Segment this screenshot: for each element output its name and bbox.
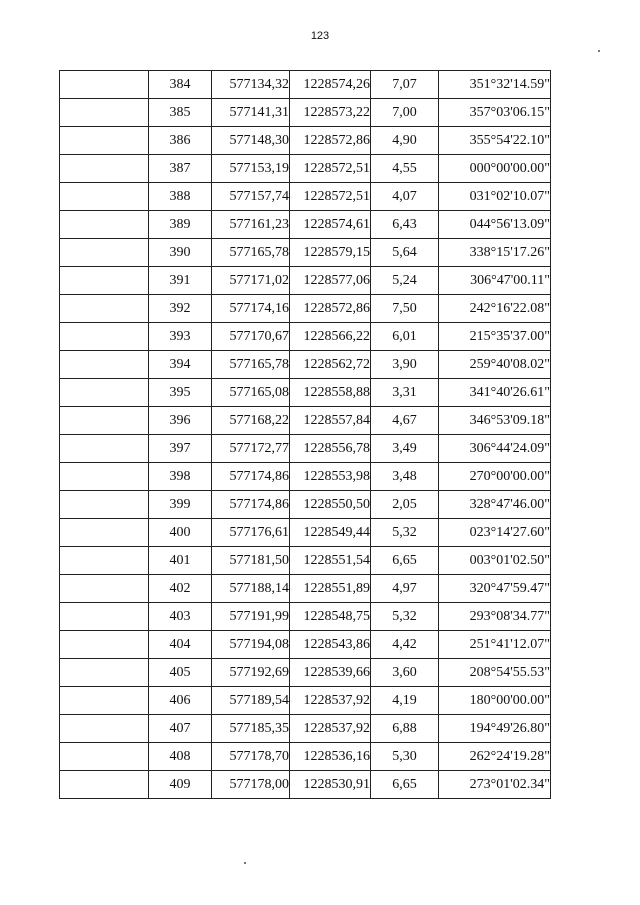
table-row bbox=[60, 743, 551, 771]
y-coordinate-cell: 1228549,44 bbox=[290, 519, 371, 547]
x-coordinate-cell: 577185,35 bbox=[212, 715, 290, 743]
blank-cell bbox=[60, 323, 149, 351]
distance-cell: 5,64 bbox=[371, 239, 439, 267]
distance-cell: 4,55 bbox=[371, 155, 439, 183]
point-number-cell: 391 bbox=[149, 267, 212, 295]
bearing-cell: 031°02'10.07" bbox=[439, 183, 551, 211]
blank-cell bbox=[60, 379, 149, 407]
x-coordinate-cell: 577171,02 bbox=[212, 267, 290, 295]
table-row bbox=[60, 351, 551, 379]
table-row bbox=[60, 771, 551, 799]
distance-cell: 6,01 bbox=[371, 323, 439, 351]
y-coordinate-cell: 1228537,92 bbox=[290, 715, 371, 743]
distance-cell: 7,50 bbox=[371, 295, 439, 323]
point-number-cell: 385 bbox=[149, 99, 212, 127]
table-row bbox=[60, 239, 551, 267]
distance-cell: 6,43 bbox=[371, 211, 439, 239]
x-coordinate-cell: 577148,30 bbox=[212, 127, 290, 155]
x-coordinate-cell: 577178,00 bbox=[212, 771, 290, 799]
y-coordinate-cell: 1228573,22 bbox=[290, 99, 371, 127]
blank-cell bbox=[60, 575, 149, 603]
point-number-cell: 396 bbox=[149, 407, 212, 435]
y-coordinate-cell: 1228530,91 bbox=[290, 771, 371, 799]
distance-cell: 3,31 bbox=[371, 379, 439, 407]
point-number-cell: 397 bbox=[149, 435, 212, 463]
y-coordinate-cell: 1228556,78 bbox=[290, 435, 371, 463]
distance-cell: 5,32 bbox=[371, 603, 439, 631]
x-coordinate-cell: 577168,22 bbox=[212, 407, 290, 435]
point-number-cell: 390 bbox=[149, 239, 212, 267]
table-row bbox=[60, 575, 551, 603]
x-coordinate-cell: 577157,74 bbox=[212, 183, 290, 211]
bearing-cell: 293°08'34.77" bbox=[439, 603, 551, 631]
bearing-cell: 357°03'06.15" bbox=[439, 99, 551, 127]
bearing-cell: 273°01'02.34" bbox=[439, 771, 551, 799]
table-row bbox=[60, 715, 551, 743]
y-coordinate-cell: 1228572,51 bbox=[290, 155, 371, 183]
y-coordinate-cell: 1228537,92 bbox=[290, 687, 371, 715]
table-row bbox=[60, 435, 551, 463]
x-coordinate-cell: 577170,67 bbox=[212, 323, 290, 351]
distance-cell: 3,49 bbox=[371, 435, 439, 463]
table-row bbox=[60, 687, 551, 715]
x-coordinate-cell: 577176,61 bbox=[212, 519, 290, 547]
bearing-cell: 215°35'37.00" bbox=[439, 323, 551, 351]
page-number: 123 bbox=[310, 30, 330, 42]
y-coordinate-cell: 1228557,84 bbox=[290, 407, 371, 435]
point-number-cell: 403 bbox=[149, 603, 212, 631]
y-coordinate-cell: 1228543,86 bbox=[290, 631, 371, 659]
y-coordinate-cell: 1228551,89 bbox=[290, 575, 371, 603]
bearing-cell: 320°47'59.47" bbox=[439, 575, 551, 603]
y-coordinate-cell: 1228577,06 bbox=[290, 267, 371, 295]
bearing-cell: 251°41'12.07" bbox=[439, 631, 551, 659]
blank-cell bbox=[60, 491, 149, 519]
x-coordinate-cell: 577192,69 bbox=[212, 659, 290, 687]
point-number-cell: 406 bbox=[149, 687, 212, 715]
blank-cell bbox=[60, 463, 149, 491]
distance-cell: 3,90 bbox=[371, 351, 439, 379]
x-coordinate-cell: 577174,86 bbox=[212, 463, 290, 491]
y-coordinate-cell: 1228574,61 bbox=[290, 211, 371, 239]
distance-cell: 6,65 bbox=[371, 547, 439, 575]
table-row bbox=[60, 547, 551, 575]
bearing-cell: 351°32'14.59" bbox=[439, 71, 551, 99]
distance-cell: 4,42 bbox=[371, 631, 439, 659]
table-row bbox=[60, 407, 551, 435]
blank-cell bbox=[60, 155, 149, 183]
bearing-cell: 306°47'00.11" bbox=[439, 267, 551, 295]
x-coordinate-cell: 577189,54 bbox=[212, 687, 290, 715]
distance-cell: 4,19 bbox=[371, 687, 439, 715]
blank-cell bbox=[60, 631, 149, 659]
point-number-cell: 394 bbox=[149, 351, 212, 379]
bearing-cell: 338°15'17.26" bbox=[439, 239, 551, 267]
bearing-cell: 341°40'26.61" bbox=[439, 379, 551, 407]
distance-cell: 5,32 bbox=[371, 519, 439, 547]
table-row bbox=[60, 211, 551, 239]
y-coordinate-cell: 1228566,22 bbox=[290, 323, 371, 351]
x-coordinate-cell: 577174,16 bbox=[212, 295, 290, 323]
point-number-cell: 402 bbox=[149, 575, 212, 603]
blank-cell bbox=[60, 435, 149, 463]
distance-cell: 4,07 bbox=[371, 183, 439, 211]
blank-cell bbox=[60, 687, 149, 715]
y-coordinate-cell: 1228539,66 bbox=[290, 659, 371, 687]
point-number-cell: 384 bbox=[149, 71, 212, 99]
blank-cell bbox=[60, 715, 149, 743]
point-number-cell: 401 bbox=[149, 547, 212, 575]
bearing-cell: 242°16'22.08" bbox=[439, 295, 551, 323]
point-number-cell: 405 bbox=[149, 659, 212, 687]
blank-cell bbox=[60, 295, 149, 323]
bearing-cell: 003°01'02.50" bbox=[439, 547, 551, 575]
point-number-cell: 386 bbox=[149, 127, 212, 155]
x-coordinate-cell: 577181,50 bbox=[212, 547, 290, 575]
table-row bbox=[60, 491, 551, 519]
blank-cell bbox=[60, 519, 149, 547]
y-coordinate-cell: 1228558,88 bbox=[290, 379, 371, 407]
y-coordinate-cell: 1228572,86 bbox=[290, 295, 371, 323]
blank-cell bbox=[60, 267, 149, 295]
coordinates-table bbox=[59, 70, 551, 799]
point-number-cell: 408 bbox=[149, 743, 212, 771]
bearing-cell: 180°00'00.00" bbox=[439, 687, 551, 715]
blank-cell bbox=[60, 211, 149, 239]
distance-cell: 4,67 bbox=[371, 407, 439, 435]
distance-cell: 6,88 bbox=[371, 715, 439, 743]
y-coordinate-cell: 1228550,50 bbox=[290, 491, 371, 519]
x-coordinate-cell: 577153,19 bbox=[212, 155, 290, 183]
table-row bbox=[60, 323, 551, 351]
scan-speck bbox=[598, 50, 600, 52]
x-coordinate-cell: 577178,70 bbox=[212, 743, 290, 771]
x-coordinate-cell: 577161,23 bbox=[212, 211, 290, 239]
point-number-cell: 389 bbox=[149, 211, 212, 239]
y-coordinate-cell: 1228562,72 bbox=[290, 351, 371, 379]
blank-cell bbox=[60, 71, 149, 99]
bearing-cell: 208°54'55.53" bbox=[439, 659, 551, 687]
x-coordinate-cell: 577188,14 bbox=[212, 575, 290, 603]
blank-cell bbox=[60, 183, 149, 211]
blank-cell bbox=[60, 743, 149, 771]
distance-cell: 7,07 bbox=[371, 71, 439, 99]
y-coordinate-cell: 1228553,98 bbox=[290, 463, 371, 491]
x-coordinate-cell: 577165,08 bbox=[212, 379, 290, 407]
bearing-cell: 328°47'46.00" bbox=[439, 491, 551, 519]
y-coordinate-cell: 1228574,26 bbox=[290, 71, 371, 99]
point-number-cell: 395 bbox=[149, 379, 212, 407]
table-row bbox=[60, 631, 551, 659]
table-row bbox=[60, 183, 551, 211]
x-coordinate-cell: 577194,08 bbox=[212, 631, 290, 659]
x-coordinate-cell: 577191,99 bbox=[212, 603, 290, 631]
bearing-cell: 023°14'27.60" bbox=[439, 519, 551, 547]
x-coordinate-cell: 577172,77 bbox=[212, 435, 290, 463]
table-row bbox=[60, 659, 551, 687]
y-coordinate-cell: 1228572,86 bbox=[290, 127, 371, 155]
bearing-cell: 355°54'22.10" bbox=[439, 127, 551, 155]
point-number-cell: 399 bbox=[149, 491, 212, 519]
distance-cell: 2,05 bbox=[371, 491, 439, 519]
point-number-cell: 407 bbox=[149, 715, 212, 743]
table-row bbox=[60, 155, 551, 183]
table-row bbox=[60, 463, 551, 491]
point-number-cell: 400 bbox=[149, 519, 212, 547]
blank-cell bbox=[60, 239, 149, 267]
y-coordinate-cell: 1228551,54 bbox=[290, 547, 371, 575]
point-number-cell: 392 bbox=[149, 295, 212, 323]
bearing-cell: 000°00'00.00" bbox=[439, 155, 551, 183]
point-number-cell: 398 bbox=[149, 463, 212, 491]
point-number-cell: 404 bbox=[149, 631, 212, 659]
y-coordinate-cell: 1228548,75 bbox=[290, 603, 371, 631]
point-number-cell: 388 bbox=[149, 183, 212, 211]
blank-cell bbox=[60, 407, 149, 435]
table-row bbox=[60, 379, 551, 407]
scan-speck bbox=[244, 862, 246, 864]
y-coordinate-cell: 1228536,16 bbox=[290, 743, 371, 771]
bearing-cell: 306°44'24.09" bbox=[439, 435, 551, 463]
blank-cell bbox=[60, 351, 149, 379]
bearing-cell: 194°49'26.80" bbox=[439, 715, 551, 743]
table-row bbox=[60, 99, 551, 127]
y-coordinate-cell: 1228572,51 bbox=[290, 183, 371, 211]
x-coordinate-cell: 577174,86 bbox=[212, 491, 290, 519]
x-coordinate-cell: 577134,32 bbox=[212, 71, 290, 99]
bearing-cell: 270°00'00.00" bbox=[439, 463, 551, 491]
distance-cell: 5,30 bbox=[371, 743, 439, 771]
bearing-cell: 262°24'19.28" bbox=[439, 743, 551, 771]
y-coordinate-cell: 1228579,15 bbox=[290, 239, 371, 267]
distance-cell: 4,97 bbox=[371, 575, 439, 603]
point-number-cell: 409 bbox=[149, 771, 212, 799]
blank-cell bbox=[60, 659, 149, 687]
distance-cell: 5,24 bbox=[371, 267, 439, 295]
blank-cell bbox=[60, 603, 149, 631]
bearing-cell: 346°53'09.18" bbox=[439, 407, 551, 435]
table-row bbox=[60, 71, 551, 99]
bearing-cell: 044°56'13.09" bbox=[439, 211, 551, 239]
blank-cell bbox=[60, 127, 149, 155]
table-row bbox=[60, 267, 551, 295]
point-number-cell: 387 bbox=[149, 155, 212, 183]
table-row bbox=[60, 295, 551, 323]
blank-cell bbox=[60, 99, 149, 127]
table-row bbox=[60, 519, 551, 547]
distance-cell: 6,65 bbox=[371, 771, 439, 799]
x-coordinate-cell: 577165,78 bbox=[212, 351, 290, 379]
bearing-cell: 259°40'08.02" bbox=[439, 351, 551, 379]
distance-cell: 4,90 bbox=[371, 127, 439, 155]
point-number-cell: 393 bbox=[149, 323, 212, 351]
table-row bbox=[60, 603, 551, 631]
table-row bbox=[60, 127, 551, 155]
distance-cell: 3,48 bbox=[371, 463, 439, 491]
blank-cell bbox=[60, 547, 149, 575]
blank-cell bbox=[60, 771, 149, 799]
distance-cell: 3,60 bbox=[371, 659, 439, 687]
distance-cell: 7,00 bbox=[371, 99, 439, 127]
x-coordinate-cell: 577141,31 bbox=[212, 99, 290, 127]
x-coordinate-cell: 577165,78 bbox=[212, 239, 290, 267]
